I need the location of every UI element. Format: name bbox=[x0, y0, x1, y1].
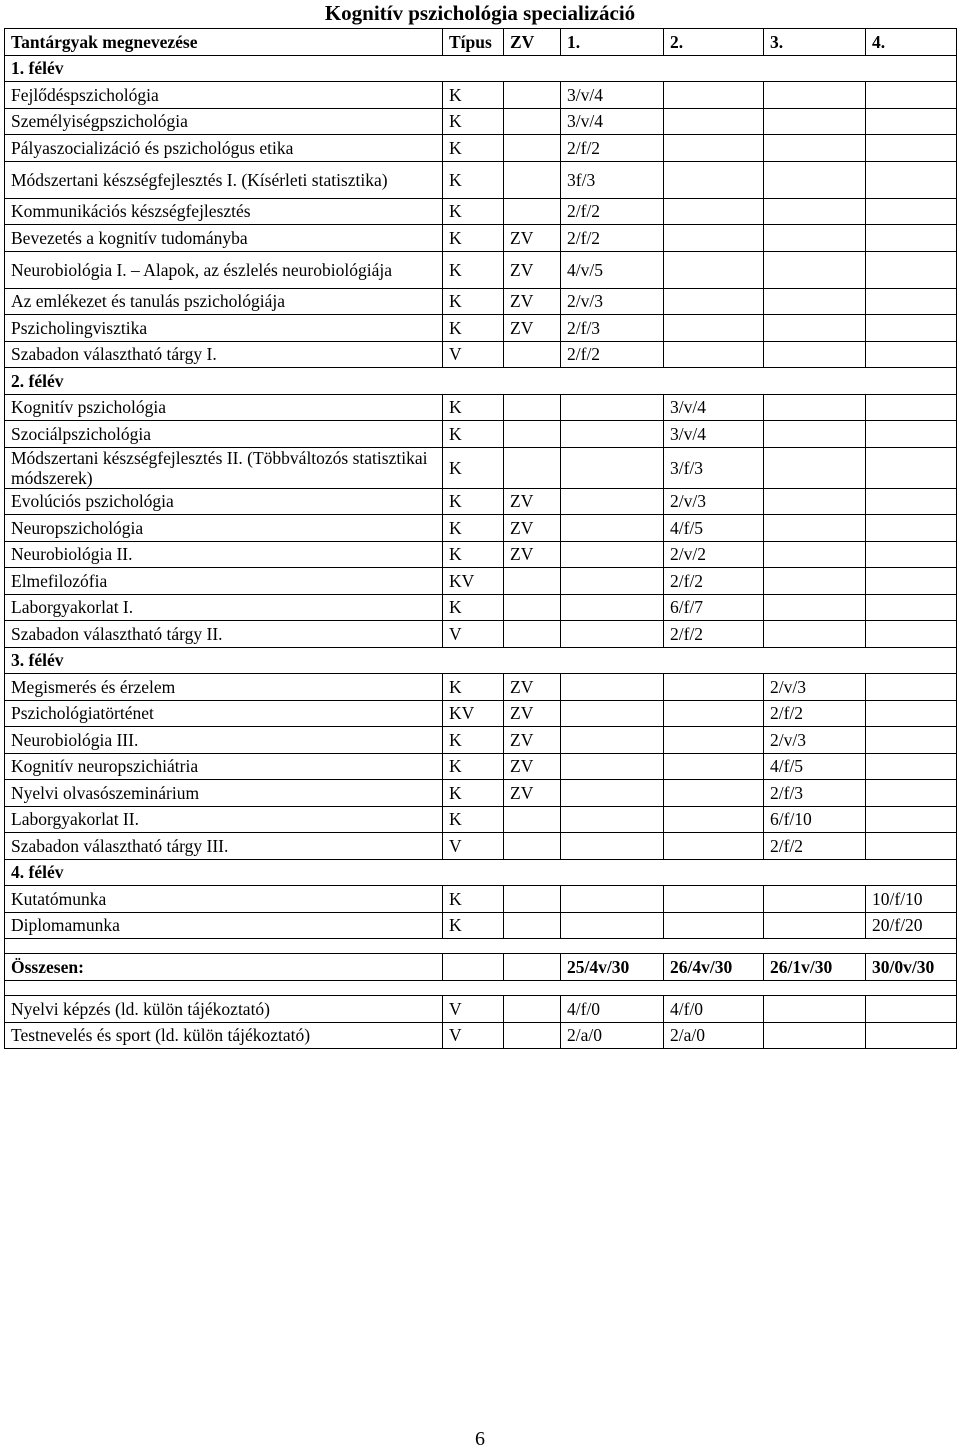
course-zv bbox=[504, 594, 561, 621]
course-s2 bbox=[664, 198, 764, 225]
course-s2 bbox=[664, 833, 764, 860]
course-s4 bbox=[866, 621, 957, 648]
course-type: V bbox=[443, 833, 504, 860]
course-row bbox=[5, 700, 957, 727]
course-type: K bbox=[443, 541, 504, 568]
course-zv: ZV bbox=[504, 251, 561, 288]
course-s3 bbox=[764, 447, 866, 488]
course-s4 bbox=[866, 833, 957, 860]
course-s3 bbox=[764, 135, 866, 162]
semester-heading-row bbox=[5, 859, 957, 886]
course-zv: ZV bbox=[504, 674, 561, 701]
course-s1 bbox=[561, 594, 664, 621]
course-s1 bbox=[561, 568, 664, 595]
course-type: K bbox=[443, 447, 504, 488]
course-s2: 4/f/5 bbox=[664, 515, 764, 542]
header-type: Típus bbox=[443, 29, 504, 56]
extra-row bbox=[5, 996, 957, 1023]
course-s1 bbox=[561, 886, 664, 913]
course-s3 bbox=[764, 621, 866, 648]
course-zv bbox=[504, 82, 561, 109]
total-zv-empty bbox=[504, 954, 561, 981]
spacer-row bbox=[5, 939, 957, 954]
semester-heading-row bbox=[5, 368, 957, 395]
header-row bbox=[5, 29, 957, 56]
course-row bbox=[5, 135, 957, 162]
course-s3 bbox=[764, 251, 866, 288]
course-s1 bbox=[561, 727, 664, 754]
course-s2: 2/v/2 bbox=[664, 541, 764, 568]
course-type: K bbox=[443, 727, 504, 754]
course-s1 bbox=[561, 806, 664, 833]
course-type: K bbox=[443, 421, 504, 448]
course-zv: ZV bbox=[504, 727, 561, 754]
course-s2 bbox=[664, 674, 764, 701]
course-row bbox=[5, 674, 957, 701]
course-type: K bbox=[443, 161, 504, 198]
course-type: K bbox=[443, 674, 504, 701]
page-number: 6 bbox=[475, 1428, 485, 1450]
course-name: Laborgyakorlat II. bbox=[5, 806, 443, 833]
course-s1: 2/f/2 bbox=[561, 198, 664, 225]
course-s2 bbox=[664, 82, 764, 109]
course-s3 bbox=[764, 315, 866, 342]
spacer-row bbox=[5, 981, 957, 996]
extra-type: V bbox=[443, 996, 504, 1023]
course-s4 bbox=[866, 225, 957, 252]
course-zv: ZV bbox=[504, 753, 561, 780]
course-zv: ZV bbox=[504, 515, 561, 542]
course-s4 bbox=[866, 515, 957, 542]
course-row bbox=[5, 108, 957, 135]
course-s3 bbox=[764, 341, 866, 368]
course-row bbox=[5, 251, 957, 288]
course-s3 bbox=[764, 161, 866, 198]
course-name: Szabadon választható tárgy II. bbox=[5, 621, 443, 648]
course-s4 bbox=[866, 806, 957, 833]
course-zv bbox=[504, 161, 561, 198]
course-s3: 2/f/3 bbox=[764, 780, 866, 807]
course-type: V bbox=[443, 621, 504, 648]
course-zv bbox=[504, 421, 561, 448]
total-s4: 30/0v/30 bbox=[866, 954, 957, 981]
course-s4 bbox=[866, 394, 957, 421]
course-s1 bbox=[561, 621, 664, 648]
total-label: Összesen: bbox=[5, 954, 443, 981]
course-s2 bbox=[664, 780, 764, 807]
header-semester-1: 1. bbox=[561, 29, 664, 56]
course-s3 bbox=[764, 421, 866, 448]
course-type: K bbox=[443, 488, 504, 515]
course-s3: 2/f/2 bbox=[764, 700, 866, 727]
course-s4 bbox=[866, 161, 957, 198]
course-s2 bbox=[664, 753, 764, 780]
semester-heading: 4. félév bbox=[5, 859, 957, 886]
course-s4 bbox=[866, 700, 957, 727]
course-type: K bbox=[443, 251, 504, 288]
course-name: Nyelvi olvasószeminárium bbox=[5, 780, 443, 807]
course-s2 bbox=[664, 315, 764, 342]
course-s3 bbox=[764, 541, 866, 568]
course-s1 bbox=[561, 912, 664, 939]
course-name: Módszertani készségfejlesztés II. (Többváltozós statisztikai módszerek) bbox=[5, 447, 443, 488]
course-row bbox=[5, 806, 957, 833]
course-s2 bbox=[664, 108, 764, 135]
course-s1 bbox=[561, 515, 664, 542]
extra-zv bbox=[504, 1022, 561, 1049]
course-s1: 2/f/2 bbox=[561, 135, 664, 162]
course-type: K bbox=[443, 315, 504, 342]
course-s2: 6/f/7 bbox=[664, 594, 764, 621]
course-s4 bbox=[866, 251, 957, 288]
course-row bbox=[5, 541, 957, 568]
semester-heading-row bbox=[5, 647, 957, 674]
course-s2 bbox=[664, 806, 764, 833]
course-row bbox=[5, 780, 957, 807]
course-s4 bbox=[866, 753, 957, 780]
course-zv bbox=[504, 912, 561, 939]
course-zv bbox=[504, 394, 561, 421]
extra-zv bbox=[504, 996, 561, 1023]
course-s3 bbox=[764, 515, 866, 542]
spacer-cell bbox=[5, 939, 957, 954]
course-name: Szabadon választható tárgy III. bbox=[5, 833, 443, 860]
curriculum-body bbox=[5, 29, 957, 1049]
course-s3: 4/f/5 bbox=[764, 753, 866, 780]
course-name: Neurobiológia I. – Alapok, az észlelés neurobiológiája bbox=[5, 251, 443, 288]
course-type: K bbox=[443, 82, 504, 109]
course-name: Neuropszichológia bbox=[5, 515, 443, 542]
course-s4 bbox=[866, 727, 957, 754]
extra-s1: 2/a/0 bbox=[561, 1022, 664, 1049]
course-type: K bbox=[443, 108, 504, 135]
course-name: Neurobiológia II. bbox=[5, 541, 443, 568]
course-name: Kutatómunka bbox=[5, 886, 443, 913]
course-s4 bbox=[866, 82, 957, 109]
course-s4 bbox=[866, 135, 957, 162]
course-type: K bbox=[443, 394, 504, 421]
course-s1: 2/f/2 bbox=[561, 341, 664, 368]
course-zv bbox=[504, 568, 561, 595]
header-semester-4: 4. bbox=[866, 29, 957, 56]
course-zv bbox=[504, 341, 561, 368]
course-s3 bbox=[764, 912, 866, 939]
course-row bbox=[5, 447, 957, 488]
course-row bbox=[5, 315, 957, 342]
course-name: Kognitív pszichológia bbox=[5, 394, 443, 421]
course-name: Kommunikációs készségfejlesztés bbox=[5, 198, 443, 225]
course-name: Kognitív neuropszichiátria bbox=[5, 753, 443, 780]
course-row bbox=[5, 161, 957, 198]
course-zv: ZV bbox=[504, 315, 561, 342]
header-semester-2: 2. bbox=[664, 29, 764, 56]
course-s1: 4/v/5 bbox=[561, 251, 664, 288]
page-title-text: Kognitív pszichológia specializáció bbox=[324, 1, 636, 25]
course-s4 bbox=[866, 198, 957, 225]
course-s3: 2/v/3 bbox=[764, 674, 866, 701]
course-s1: 3f/3 bbox=[561, 161, 664, 198]
course-type: K bbox=[443, 806, 504, 833]
course-type: K bbox=[443, 225, 504, 252]
total-row bbox=[5, 954, 957, 981]
extra-s4 bbox=[866, 1022, 957, 1049]
course-row bbox=[5, 82, 957, 109]
extra-s1: 4/f/0 bbox=[561, 996, 664, 1023]
course-s1 bbox=[561, 488, 664, 515]
course-s2: 2/v/3 bbox=[664, 488, 764, 515]
course-type: V bbox=[443, 341, 504, 368]
course-s3 bbox=[764, 594, 866, 621]
course-s4 bbox=[866, 674, 957, 701]
course-s2 bbox=[664, 288, 764, 315]
course-s1 bbox=[561, 541, 664, 568]
extra-name: Testnevelés és sport (ld. külön tájékoztató) bbox=[5, 1022, 443, 1049]
course-s4 bbox=[866, 568, 957, 595]
course-name: Pszicholingvisztika bbox=[5, 315, 443, 342]
course-s2: 2/f/2 bbox=[664, 621, 764, 648]
course-s3 bbox=[764, 225, 866, 252]
course-name: Az emlékezet és tanulás pszichológiája bbox=[5, 288, 443, 315]
course-row bbox=[5, 912, 957, 939]
course-s4 bbox=[866, 594, 957, 621]
semester-heading: 2. félév bbox=[5, 368, 957, 395]
course-s3 bbox=[764, 394, 866, 421]
course-s1: 3/v/4 bbox=[561, 82, 664, 109]
spacer-cell bbox=[5, 981, 957, 996]
header-semester-3: 3. bbox=[764, 29, 866, 56]
course-row bbox=[5, 421, 957, 448]
course-name: Szociálpszichológia bbox=[5, 421, 443, 448]
extra-type: V bbox=[443, 1022, 504, 1049]
course-zv: ZV bbox=[504, 780, 561, 807]
course-name: Diplomamunka bbox=[5, 912, 443, 939]
course-row bbox=[5, 727, 957, 754]
course-s1: 3/v/4 bbox=[561, 108, 664, 135]
course-name: Szabadon választható tárgy I. bbox=[5, 341, 443, 368]
curriculum-table bbox=[4, 28, 957, 1049]
course-type: KV bbox=[443, 568, 504, 595]
course-zv: ZV bbox=[504, 541, 561, 568]
extra-s2: 4/f/0 bbox=[664, 996, 764, 1023]
course-s3: 2/v/3 bbox=[764, 727, 866, 754]
course-s4: 20/f/20 bbox=[866, 912, 957, 939]
course-zv bbox=[504, 198, 561, 225]
page-title bbox=[0, 0, 960, 26]
course-zv bbox=[504, 806, 561, 833]
course-type: K bbox=[443, 594, 504, 621]
course-s4 bbox=[866, 341, 957, 368]
course-row bbox=[5, 225, 957, 252]
course-zv bbox=[504, 135, 561, 162]
course-zv bbox=[504, 447, 561, 488]
course-zv: ZV bbox=[504, 700, 561, 727]
semester-heading: 1. félév bbox=[5, 55, 957, 82]
course-type: KV bbox=[443, 700, 504, 727]
course-type: K bbox=[443, 886, 504, 913]
course-name: Laborgyakorlat I. bbox=[5, 594, 443, 621]
course-s2 bbox=[664, 886, 764, 913]
course-s4 bbox=[866, 780, 957, 807]
course-type: K bbox=[443, 288, 504, 315]
course-s1 bbox=[561, 700, 664, 727]
extra-name: Nyelvi képzés (ld. külön tájékoztató) bbox=[5, 996, 443, 1023]
course-name: Fejlődéspszichológia bbox=[5, 82, 443, 109]
extra-s4 bbox=[866, 996, 957, 1023]
extra-s3 bbox=[764, 996, 866, 1023]
course-s3 bbox=[764, 886, 866, 913]
course-s4 bbox=[866, 488, 957, 515]
course-row bbox=[5, 341, 957, 368]
header-zv: ZV bbox=[504, 29, 561, 56]
course-name: Elmefilozófia bbox=[5, 568, 443, 595]
course-zv bbox=[504, 833, 561, 860]
course-row bbox=[5, 288, 957, 315]
course-s1 bbox=[561, 674, 664, 701]
course-zv bbox=[504, 886, 561, 913]
course-s1 bbox=[561, 753, 664, 780]
course-s3 bbox=[764, 568, 866, 595]
course-s2: 3/v/4 bbox=[664, 421, 764, 448]
course-s2 bbox=[664, 912, 764, 939]
course-s2: 3/v/4 bbox=[664, 394, 764, 421]
course-s3 bbox=[764, 288, 866, 315]
course-s2 bbox=[664, 161, 764, 198]
course-row bbox=[5, 394, 957, 421]
total-s1: 25/4v/30 bbox=[561, 954, 664, 981]
course-name: Megismerés és érzelem bbox=[5, 674, 443, 701]
course-s3: 6/f/10 bbox=[764, 806, 866, 833]
course-type: K bbox=[443, 135, 504, 162]
course-name: Módszertani készségfejlesztés I. (Kísérleti statisztika) bbox=[5, 161, 443, 198]
course-s4 bbox=[866, 541, 957, 568]
course-type: K bbox=[443, 198, 504, 225]
course-type: K bbox=[443, 515, 504, 542]
course-s1: 2/f/3 bbox=[561, 315, 664, 342]
course-row bbox=[5, 568, 957, 595]
course-row bbox=[5, 621, 957, 648]
course-s4: 10/f/10 bbox=[866, 886, 957, 913]
course-s3: 2/f/2 bbox=[764, 833, 866, 860]
course-s4 bbox=[866, 315, 957, 342]
total-type-empty bbox=[443, 954, 504, 981]
course-name: Neurobiológia III. bbox=[5, 727, 443, 754]
course-row bbox=[5, 594, 957, 621]
course-s4 bbox=[866, 447, 957, 488]
total-s3: 26/1v/30 bbox=[764, 954, 866, 981]
total-s2: 26/4v/30 bbox=[664, 954, 764, 981]
course-s1 bbox=[561, 421, 664, 448]
course-row bbox=[5, 886, 957, 913]
course-name: Pályaszocializáció és pszichológus etika bbox=[5, 135, 443, 162]
course-row bbox=[5, 833, 957, 860]
course-zv: ZV bbox=[504, 225, 561, 252]
course-s4 bbox=[866, 288, 957, 315]
course-zv: ZV bbox=[504, 288, 561, 315]
course-s1: 2/f/2 bbox=[561, 225, 664, 252]
course-s1: 2/v/3 bbox=[561, 288, 664, 315]
course-s2 bbox=[664, 251, 764, 288]
course-type: K bbox=[443, 780, 504, 807]
course-name: Pszichológiatörténet bbox=[5, 700, 443, 727]
course-row bbox=[5, 488, 957, 515]
course-s1 bbox=[561, 780, 664, 807]
course-type: K bbox=[443, 912, 504, 939]
course-row bbox=[5, 198, 957, 225]
course-s2: 3/f/3 bbox=[664, 447, 764, 488]
course-name: Bevezetés a kognitív tudományba bbox=[5, 225, 443, 252]
course-s2 bbox=[664, 225, 764, 252]
course-s2 bbox=[664, 341, 764, 368]
extra-s2: 2/a/0 bbox=[664, 1022, 764, 1049]
course-row bbox=[5, 515, 957, 542]
course-type: K bbox=[443, 753, 504, 780]
course-s2: 2/f/2 bbox=[664, 568, 764, 595]
extra-row bbox=[5, 1022, 957, 1049]
course-zv bbox=[504, 108, 561, 135]
course-s3 bbox=[764, 108, 866, 135]
course-s2 bbox=[664, 135, 764, 162]
course-s3 bbox=[764, 82, 866, 109]
course-name: Evolúciós pszichológia bbox=[5, 488, 443, 515]
course-s4 bbox=[866, 421, 957, 448]
course-s2 bbox=[664, 727, 764, 754]
course-s1 bbox=[561, 833, 664, 860]
extra-s3 bbox=[764, 1022, 866, 1049]
course-zv: ZV bbox=[504, 488, 561, 515]
course-s2 bbox=[664, 700, 764, 727]
course-zv bbox=[504, 621, 561, 648]
course-s3 bbox=[764, 488, 866, 515]
semester-heading: 3. félév bbox=[5, 647, 957, 674]
course-row bbox=[5, 753, 957, 780]
course-s1 bbox=[561, 447, 664, 488]
course-s3 bbox=[764, 198, 866, 225]
header-name: Tantárgyak megnevezése bbox=[5, 29, 443, 56]
semester-heading-row bbox=[5, 55, 957, 82]
course-name: Személyiségpszichológia bbox=[5, 108, 443, 135]
course-s1 bbox=[561, 394, 664, 421]
course-s4 bbox=[866, 108, 957, 135]
